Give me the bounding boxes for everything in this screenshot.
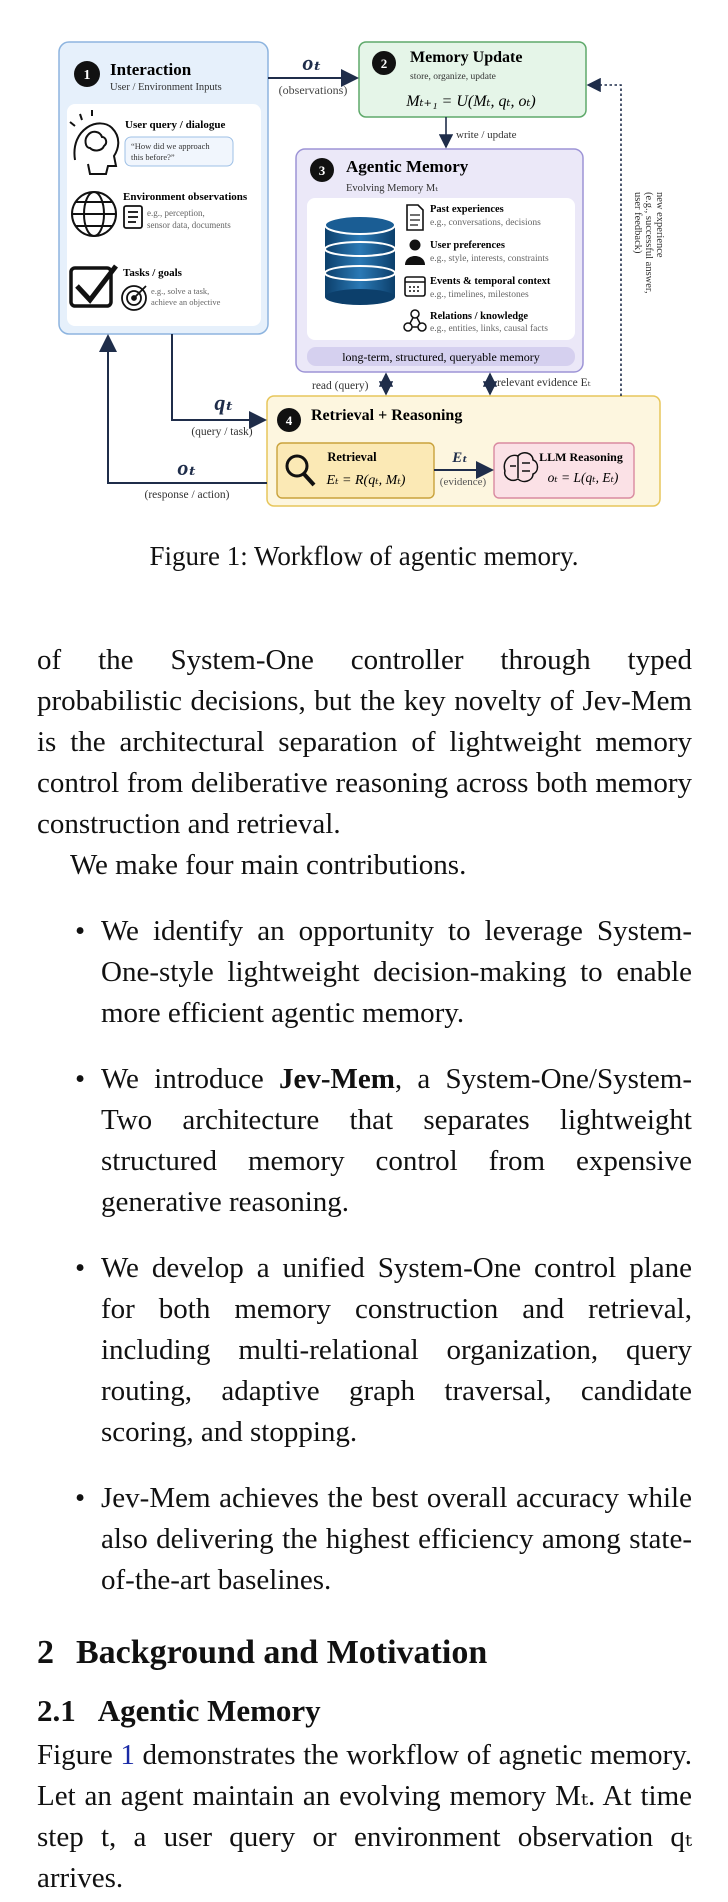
contribution-2-post: , a System-One/System-Two architecture that separates lightweight structured memory control from expensive generative reasoning.: [101, 1063, 693, 1218]
label-evidence: (evidence): [439, 476, 487, 488]
interaction-box: [59, 42, 268, 334]
query-title: User query / dialogue: [125, 119, 226, 131]
retrieval-reasoning-num: 4: [285, 413, 293, 428]
bullet: •: [75, 1482, 86, 1514]
agentic-memory-num: 3: [318, 163, 326, 178]
label-relevant-evidence: relevant evidence Eₜ: [497, 377, 591, 389]
workflow-figure: [0, 0, 728, 520]
contributions-list: [37, 911, 692, 1601]
query-example-2: this before?”: [131, 152, 175, 162]
feedback-line-2: (e.g., successful answer,: [643, 192, 654, 294]
label-response-action: (response / action): [144, 489, 230, 501]
llm-equation: oₜ = L(qₜ, Eₜ): [547, 470, 619, 485]
events-title: Events & temporal context: [430, 276, 551, 287]
env-desc-1: e.g., perception,: [147, 208, 205, 218]
list-item: [37, 1248, 692, 1453]
label-o-t: oₜ: [302, 50, 322, 75]
label-e-t: Eₜ: [452, 450, 468, 466]
retrieval-reasoning-title: Retrieval + Reasoning: [311, 407, 463, 424]
contribution-2-bold: Jev-Mem: [278, 1063, 395, 1095]
list-item: [37, 911, 692, 1034]
bullet: •: [75, 915, 86, 947]
list-item: [37, 1478, 692, 1601]
label-observations: (observations): [278, 83, 348, 97]
tasks-title: Tasks / goals: [123, 267, 182, 279]
database-icon: [325, 216, 395, 305]
relations-desc: e.g., entities, links, causal facts: [430, 324, 548, 334]
figure-ref-link[interactable]: 1: [120, 1739, 135, 1771]
user-preferences-desc: e.g., style, interests, constraints: [430, 254, 549, 264]
label-q-t: qₜ: [214, 390, 234, 415]
feedback-line-3: user feedback): [632, 192, 643, 254]
section-number: 2: [37, 1634, 54, 1671]
document-icon: [124, 206, 142, 228]
memory-update-num: 2: [380, 56, 388, 71]
interaction-num: 1: [83, 68, 91, 83]
arrow-feedback: [588, 85, 621, 396]
env-desc-2: sensor data, documents: [147, 220, 231, 230]
subsection-title: Agentic Memory: [97, 1693, 321, 1728]
section-title: Background and Motivation: [76, 1634, 488, 1671]
paragraph-1: of the System-One controller through typed probabilistic decisions, but the key novelty of Jev-Mem is the architectural separation of lightweight memory control from deliberative reasoning across both memory construction and retrieval.: [37, 644, 692, 840]
label-query-task: (query / task): [191, 426, 253, 438]
past-experiences-desc: e.g., conversations, decisions: [430, 218, 541, 228]
label-write-update: write / update: [456, 129, 517, 141]
interaction-subtitle: User / Environment Inputs: [110, 82, 222, 93]
relations-title: Relations / knowledge: [430, 311, 529, 322]
agentic-memory-title: Agentic Memory: [346, 157, 469, 176]
tasks-desc-2: achieve an objective: [151, 297, 221, 307]
llm-title: LLM Reasoning: [539, 450, 623, 464]
figure-caption: Figure 1: Workflow of agentic memory.: [149, 541, 579, 571]
contribution-3: We develop a unified System-One control plane for both memory construction and retrieval, including multi-relational organization, query routing, adaptive graph traversal, candidate scoring, and stopping.: [101, 1252, 692, 1448]
paragraph-3: Figure 1 demonstrates the workflow of agnetic memory. Let an agent maintain an evolving memory Mₜ. At time step t, a user query or environment observation qₜ arrives.: [37, 1739, 692, 1894]
user-preferences-title: User preferences: [430, 240, 505, 251]
label-o-t-response: oₜ: [177, 455, 197, 480]
body-text: [37, 640, 692, 1899]
paragraph-2: We make four main contributions.: [70, 849, 467, 881]
past-experiences-title: Past experiences: [430, 204, 504, 215]
contribution-2-pre: We introduce: [101, 1063, 279, 1095]
list-item: [37, 1059, 692, 1223]
memory-update-box: [359, 42, 586, 117]
feedback-label: [632, 192, 665, 294]
query-example-1: “How did we approach: [131, 141, 210, 151]
contribution-4: Jev-Mem achieves the best overall accuracy while also delivering the highest efficiency among state-of-the-art baselines.: [101, 1482, 692, 1596]
memory-update-title: Memory Update: [410, 49, 523, 66]
tasks-desc-1: e.g., solve a task,: [151, 286, 210, 296]
interaction-title: Interaction: [110, 60, 192, 79]
retrieval-title: Retrieval: [327, 450, 377, 464]
agentic-memory-box: [296, 149, 583, 372]
subsection-heading: [37, 1689, 692, 1733]
retrieval-equation: Eₜ = R(qₜ, Mₜ): [326, 473, 406, 488]
bullet: •: [75, 1252, 86, 1284]
agentic-memory-footer: long-term, structured, queryable memory: [342, 350, 540, 364]
bullet: •: [75, 1063, 86, 1095]
events-desc: e.g., timelines, milestones: [430, 290, 529, 300]
env-title: Environment observations: [123, 191, 248, 203]
feedback-line-1: new experience: [654, 192, 665, 258]
memory-update-subtitle: store, organize, update: [410, 72, 496, 82]
section-heading: [37, 1631, 692, 1675]
agentic-memory-subtitle: Evolving Memory Mₜ: [346, 183, 438, 194]
label-read-query: read (query): [312, 380, 369, 392]
contribution-1: We identify an opportunity to leverage System-One-style lightweight decision-making to enable more efficient agentic memory.: [101, 915, 692, 1029]
memory-update-equation: Mₜ₊₁ = U(Mₜ, qₜ, oₜ): [406, 93, 536, 110]
subsection-number: 2.1: [37, 1693, 76, 1728]
